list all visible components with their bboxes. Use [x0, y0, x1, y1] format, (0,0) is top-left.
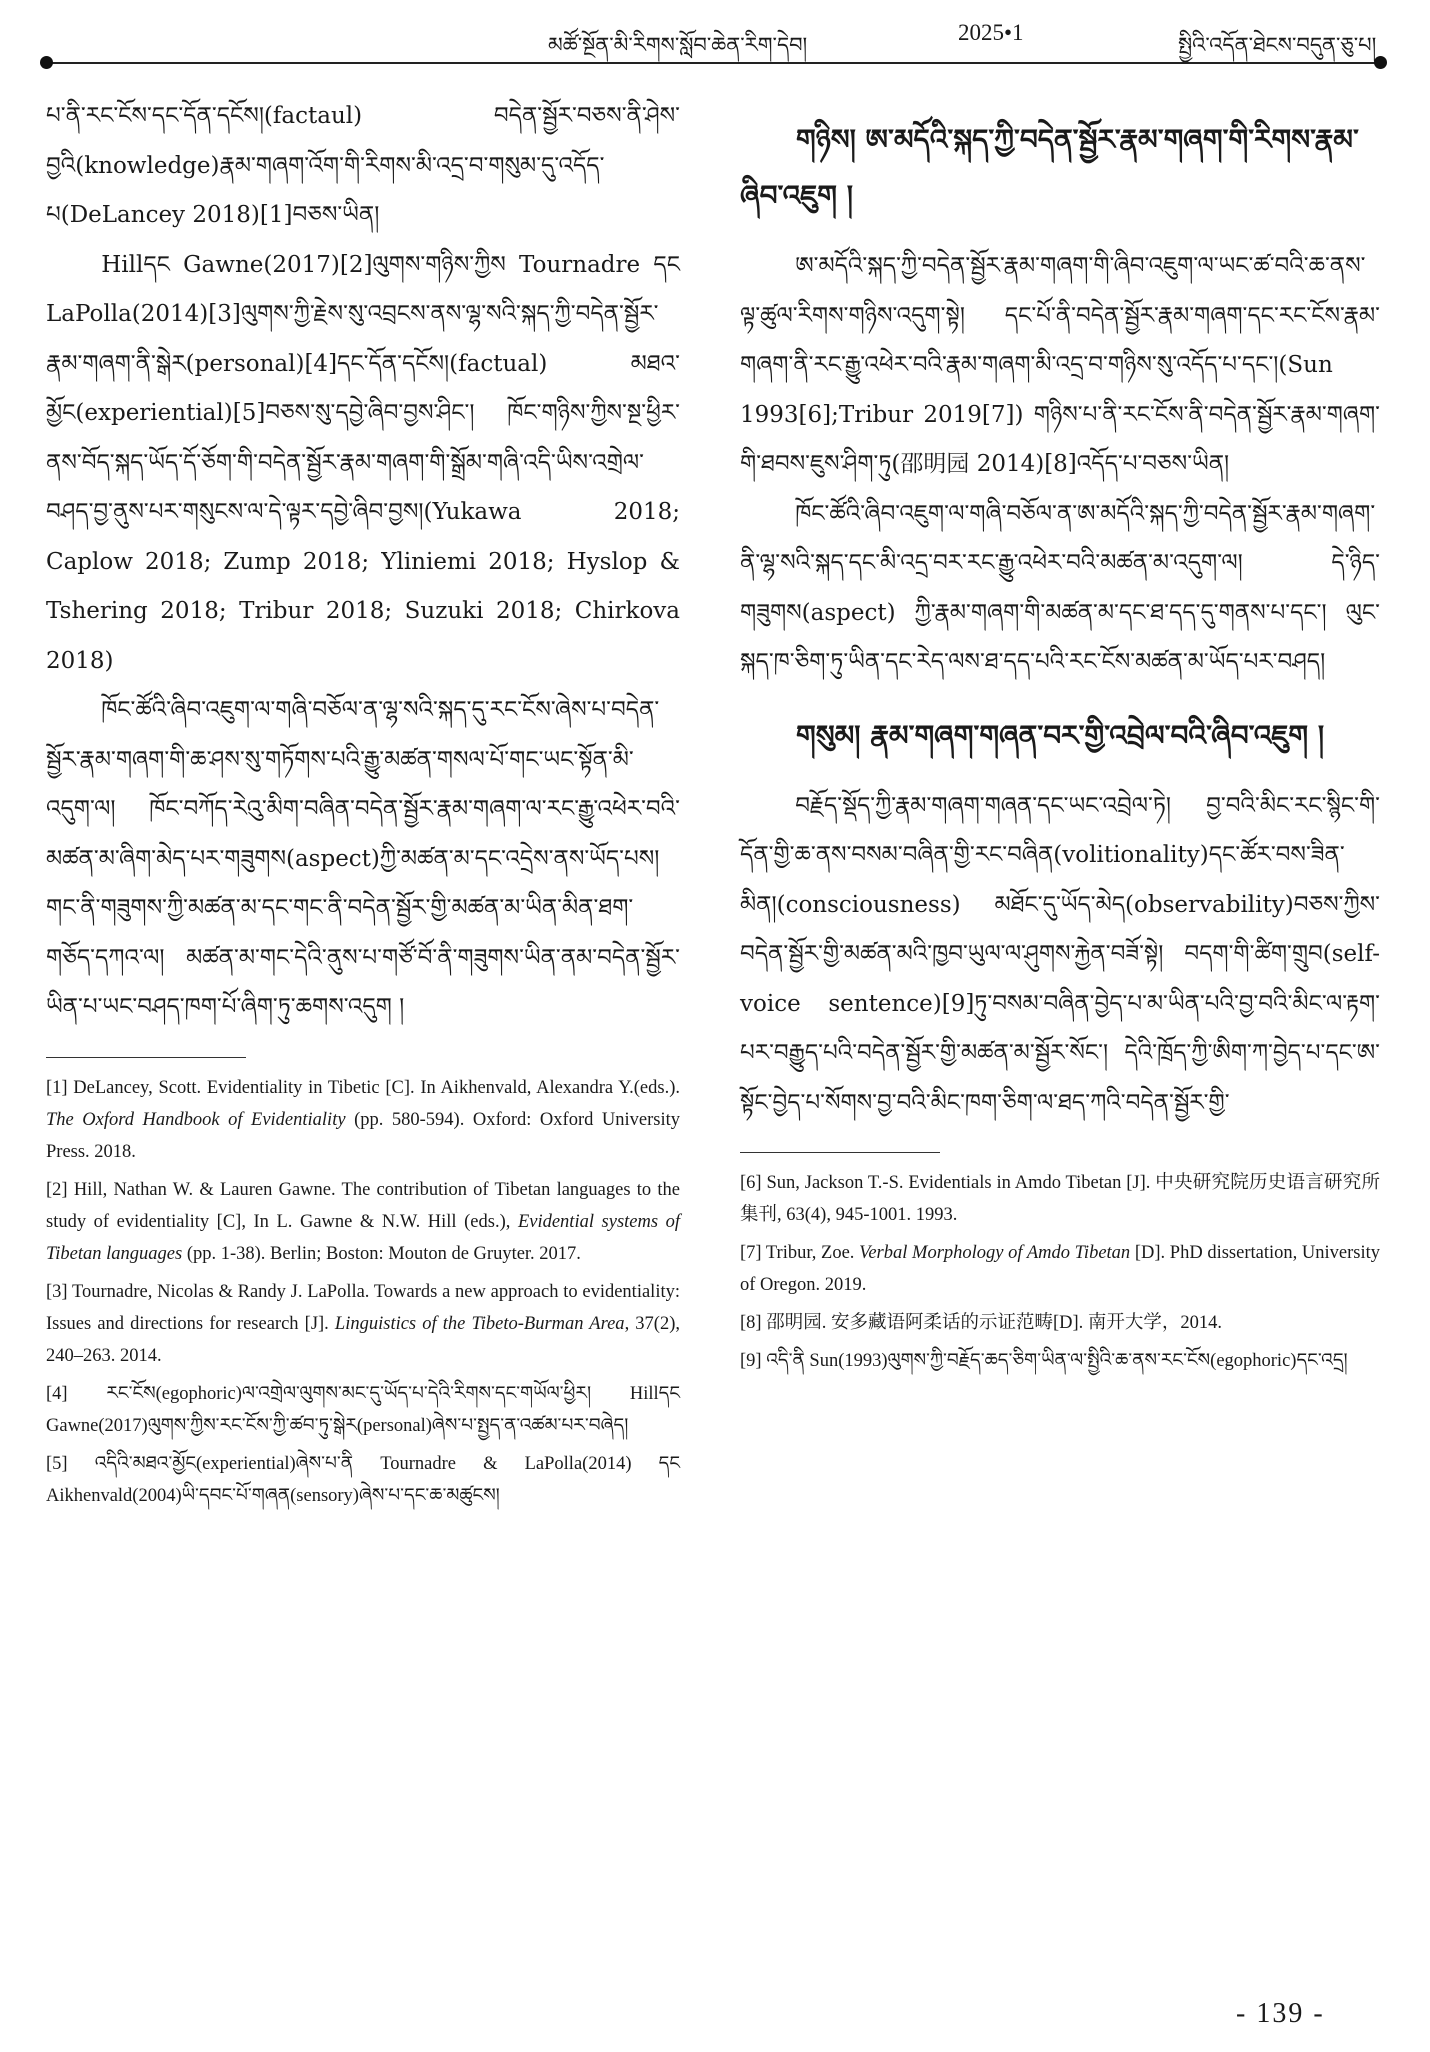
footnote-number: [7] — [740, 1243, 762, 1263]
footnote — [46, 1174, 680, 1270]
footnote-rule — [46, 1057, 246, 1058]
footnote — [46, 1378, 680, 1442]
footnote-text: Sun, Jackson T.-S. Evidentials in Amdo Tibetan [J]. 中央研究院历史语言研究所集刊, 63(4), 945-1001. 1993. — [740, 1173, 1380, 1225]
header-rule-dot-left — [40, 56, 53, 69]
footnote-text: རང་ངོས(egophoric)ལ་འགྲེལ་ལུགས་མང་དུ་ཡོད་པ་དེའི་རིགས་དང་གཡོལ་ཕྱིར། Hillདང Gawne(2017)ལུགས་ཀྱིས་རང་ངོས་ཀྱི་ཚབ་ཏུ་སྒེར(personal)ཞེས་པ་སྤྱད་ན་འཚམ་པར་བཞེད། — [46, 1383, 681, 1436]
footnote-text: [D]. PhD dissertation, University of Oregon. 2019. — [740, 1243, 1380, 1295]
header-rule-dot-right — [1374, 56, 1387, 69]
footnote-text: Verbal Morphology of Amdo Tibetan — [859, 1243, 1131, 1263]
footnote — [740, 1345, 1380, 1377]
paragraph: ཁོང་ཚོའི་ཞིབ་འཇུག་ལ་གཞི་བཅོལ་ན་ལྷ་སའི་སྐད་དུ་རང་ངོས་ཞེས་པ་བདེན་སྦྱོར་རྣམ་གཞག་གི་ཆ་ཤས་སུ་གཏོགས་པའི་རྒྱུ་མཚན་གསལ་པོ་གང་ཡང་སྟོན་མི་འདུག་ལ། ཁོང་བཀོད་རེའུ་མིག་བཞིན་བདེན་སྦྱོར་རྣམ་གཞག་ལ་རང་རྒྱུ་འཕེར་བའི་མཚན་མ་ཞིག་མེད་པར་གཟུགས(aspect)ཀྱི་མཚན་མ་དང་འདྲེས་ནས་ཡོད་པས། གང་ནི་གཟུགས་ཀྱི་མཚན་མ་དང་གང་ནི་བདེན་སྦྱོར་གྱི་མཚན་མ་ཡིན་མིན་ཐག་གཅོད་དཀའ་ལ། མཚན་མ་གང་དེའི་ནུས་པ་གཙོ་བོ་ནི་གཟུགས་ཡིན་ནམ་བདེན་སྦྱོར་ཡིན་པ་ཡང་བཤད་ཁག་པོ་ཞིག་ཏུ་ཆགས་འདུག ། — [46, 697, 680, 1020]
footnote-text: 邵明园. 安多藏语阿柔话的示证范畴[D]. 南开大学，2014. — [766, 1313, 1223, 1333]
footnote-text: Evidential systems of Tibetan languages — [46, 1211, 681, 1264]
footnote-text: (pp. 1-38). Berlin; Boston: Mouton de Gruyter. 2017. — [182, 1243, 581, 1264]
left-column — [46, 92, 680, 1518]
footnote-number: [2] — [46, 1179, 68, 1200]
paragraph: Hillདང Gawne(2017)[2]ལུགས་གཉིས་ཀྱིས Tournadre དང LaPolla(2014)[3]ལུགས་ཀྱི་རྗེས་སུ་འབྲངས་ནས་ལྷ་སའི་སྐད་ཀྱི་བདེན་སྦྱོར་རྣམ་གཞག་ནི་སྒེར(personal)[4]དང་དོན་དངོས།(factual) མཐའ་མྱོང(experiential)[5]བཅས་སུ་དབྱེ་ཞིབ་བྱས་ཤིང་། ཁོང་གཉིས་ཀྱིས་སྔ་ཕྱིར་ནས་བོད་སྐད་ཡོད་དོ་ཅོག་གི་བདེན་སྦྱོར་རྣམ་གཞག་གི་སྒྲོམ་གཞི་འདི་ཡིས་འགྲེལ་བཤད་བྱ་ནུས་པར་གསུངས་ལ་དེ་ལྟར་དབྱེ་ཞིབ་བྱས།(Yukawa 2018; Caplow 2018; Zump 2018; Yliniemi 2018; Hyslop & Tshering 2018; Tribur 2018; Suzuki 2018; Chirkova 2018) — [46, 251, 680, 674]
footnotes — [46, 1072, 680, 1512]
footnote-number: [8] — [740, 1313, 762, 1333]
footnote-number: [4] — [46, 1383, 68, 1404]
footnote-text: DeLancey, Scott. Evidentiality in Tibetic [C]. In Aikhenvald, Alexandra Y.(eds.). — [73, 1077, 680, 1098]
footnote-text: Tribur, Zoe. — [765, 1243, 860, 1263]
header-rule — [46, 62, 1380, 64]
footnote — [740, 1167, 1380, 1231]
footnote-text: , 37(2), 240–263. 2014. — [46, 1313, 681, 1366]
footnote-number: [5] — [46, 1453, 68, 1474]
footnote-number: [1] — [46, 1077, 68, 1098]
footnote-rule — [740, 1152, 940, 1153]
footnote-text: Linguistics of the Tibeto-Burman Area — [334, 1313, 625, 1334]
footnote-text: འདིའི་མཐའ་མྱོང(experiential)ཞེས་པ་ནི Tournadre & LaPolla(2014) དང Aikhenvald(2004)ཡི་དབང་པོ་གཞན(sensory)ཞེས་པ་དང་ཆ་མཚུངས། — [46, 1453, 681, 1506]
footnote — [46, 1072, 680, 1168]
footnote-text: འདི་ནི Sun(1993)ལུགས་ཀྱི་བརྗོད་ཆད་ཅིག་ཡིན་ལ་སྤྱིའི་ཆ་ནས་རང་ངོས(egophoric)དང་འདྲ། — [766, 1351, 1348, 1371]
footnote-number: [3] — [46, 1281, 68, 1302]
section-heading: གསུམ། རྣམ་གཞག་གཞན་བར་གྱི་འབྲེལ་བའི་ཞིབ་འཇུག ། — [796, 718, 1325, 752]
paragraph: པ་ནི་རང་ངོས་དང་དོན་དངོས།(factaul) བདེན་སྦྱོར་བཅས་ནི་ཤེས་བྱའི(knowledge)རྣམ་གཞག་འོག་གི་རིགས་མི་འདྲ་བ་གསུམ་དུ་འདོད་པ(DeLancey 2018)[1]བཅས་ཡིན། — [46, 103, 680, 228]
paragraph: ཨ་མདོའི་སྐད་ཀྱི་བདེན་སྦྱོར་རྣམ་གཞག་གི་ཞིབ་འཇུག་ལ་ཡང་ཚ་བའི་ཆ་ནས་ལྟ་ཚུལ་རིགས་གཉིས་འདུག་སྟེ། དང་པོ་ནི་བདེན་སྦྱོར་རྣམ་གཞག་དང་རང་ངོས་རྣམ་གཞག་ནི་རང་རྒྱུ་འཕེར་བའི་རྣམ་གཞག་མི་འདྲ་བ་གཉིས་སུ་འདོད་པ་དང་།(Sun 1993[6];Tribur 2019[7]) གཉིས་པ་ནི་རང་ངོས་ནི་བདེན་སྦྱོར་རྣམ་གཞག་གི་ཐབས་ཇུས་ཤིག་ཏུ(邵明园 2014)[8]འདོད་པ་བཅས་ཡིན། — [740, 253, 1380, 477]
section-heading: གཉིས། ཨ་མདོའི་སྐད་ཀྱི་བདེན་སྦྱོར་རྣམ་གཞག་གི་རིགས་རྣམ་ཞིབ་འཇུག ། — [740, 123, 1359, 212]
issue-number: 2025•1 — [958, 20, 1024, 45]
footnote-text: The Oxford Handbook of Evidentiality — [46, 1109, 346, 1130]
journal-name: མཚོ་སྔོན་མི་རིགས་སློབ་ཆེན་རིག་དེབ། — [548, 33, 808, 57]
paragraph: ཁོང་ཚོའི་ཞིབ་འཇུག་ལ་གཞི་བཅོལ་ན་ཨ་མདོའི་སྐད་ཀྱི་བདེན་སྦྱོར་རྣམ་གཞག་ནི་ལྷ་སའི་སྐད་དང་མི་འདྲ་བར་རང་རྒྱུ་འཕེར་བའི་མཚན་མ་འདུག་ལ། དེ་ཉིད་གཟུགས(aspect) ཀྱི་རྣམ་གཞག་གི་མཚན་མ་དང་ཐ་དད་དུ་གནས་པ་དང་། ལུང་སྐད་ཁ་ཅིག་ཏུ་ཡིན་དང་རེད་ལས་ཐ་དད་པའི་རང་ངོས་མཚན་མ་ཡོད་པར་བཤད། — [740, 500, 1380, 675]
footnote-text: Hill, Nathan W. & Lauren Gawne. The contribution of Tibetan languages to the study of evidentiality [C], In L. Gawne & N.W. Hill (eds.), — [46, 1179, 680, 1232]
page-number: - 139 - — [1236, 1998, 1325, 2029]
footnote-text: Tournadre, Nicolas & Randy J. LaPolla. Towards a new approach to evidentiality: Issues and directions for research [J]. — [46, 1281, 680, 1334]
footnote-text: (pp. 580-594). Oxford: Oxford University Press. 2018. — [46, 1109, 680, 1162]
footnote-number: [6] — [740, 1173, 762, 1193]
footnotes — [740, 1167, 1380, 1377]
footnote — [740, 1237, 1380, 1301]
right-column — [740, 92, 1380, 1383]
footnote — [740, 1307, 1380, 1339]
footnote — [46, 1448, 680, 1512]
running-header — [0, 14, 1430, 57]
paragraph: བརྗོད་སྡོད་ཀྱི་རྣམ་གཞག་གཞན་དང་ཡང་འབྲེལ་ཏེ། བྱ་བའི་མིང་རང་སྙིང་གི་དོན་གྱི་ཆ་ནས་བསམ་བཞིན་གྱི་རང་བཞིན(volitionality)དང་ཚོར་བས་ཟིན་མིན།(consciousness) མཐོང་དུ་ཡོད་མེད(observability)བཅས་ཀྱིས་བདེན་སྦྱོར་གྱི་མཚན་མའི་ཁྱབ་ཡུལ་ལ་ཤུགས་རྐྱེན་བཟོ་སྟེ། བདག་གི་ཚིག་གྲུབ(self-voice sentence)[9]ཏུ་བསམ་བཞིན་བྱེད་པ་མ་ཡིན་པའི་བྱ་བའི་མིང་ལ་རྟག་པར་བརྒྱུད་པའི་བདེན་སྦྱོར་གྱི་མཚན་མ་སྦྱོར་སོང་། དེའི་ཁྲོད་ཀྱི་ཨིག་ཀ་བྱེད་པ་དང་ཨ་སྟོང་བྱེད་པ་སོགས་བྱ་བའི་མིང་ཁག་ཅིག་ལ་ཐད་ཀའི་བདེན་སྦྱོར་གྱི་ — [740, 792, 1380, 1116]
footnote — [46, 1276, 680, 1372]
issue-section: སྤྱིའི་འདོན་ཐེངས་བདུན་ཅུ་པ། — [1178, 33, 1377, 57]
footnote-number: [9] — [740, 1351, 762, 1371]
